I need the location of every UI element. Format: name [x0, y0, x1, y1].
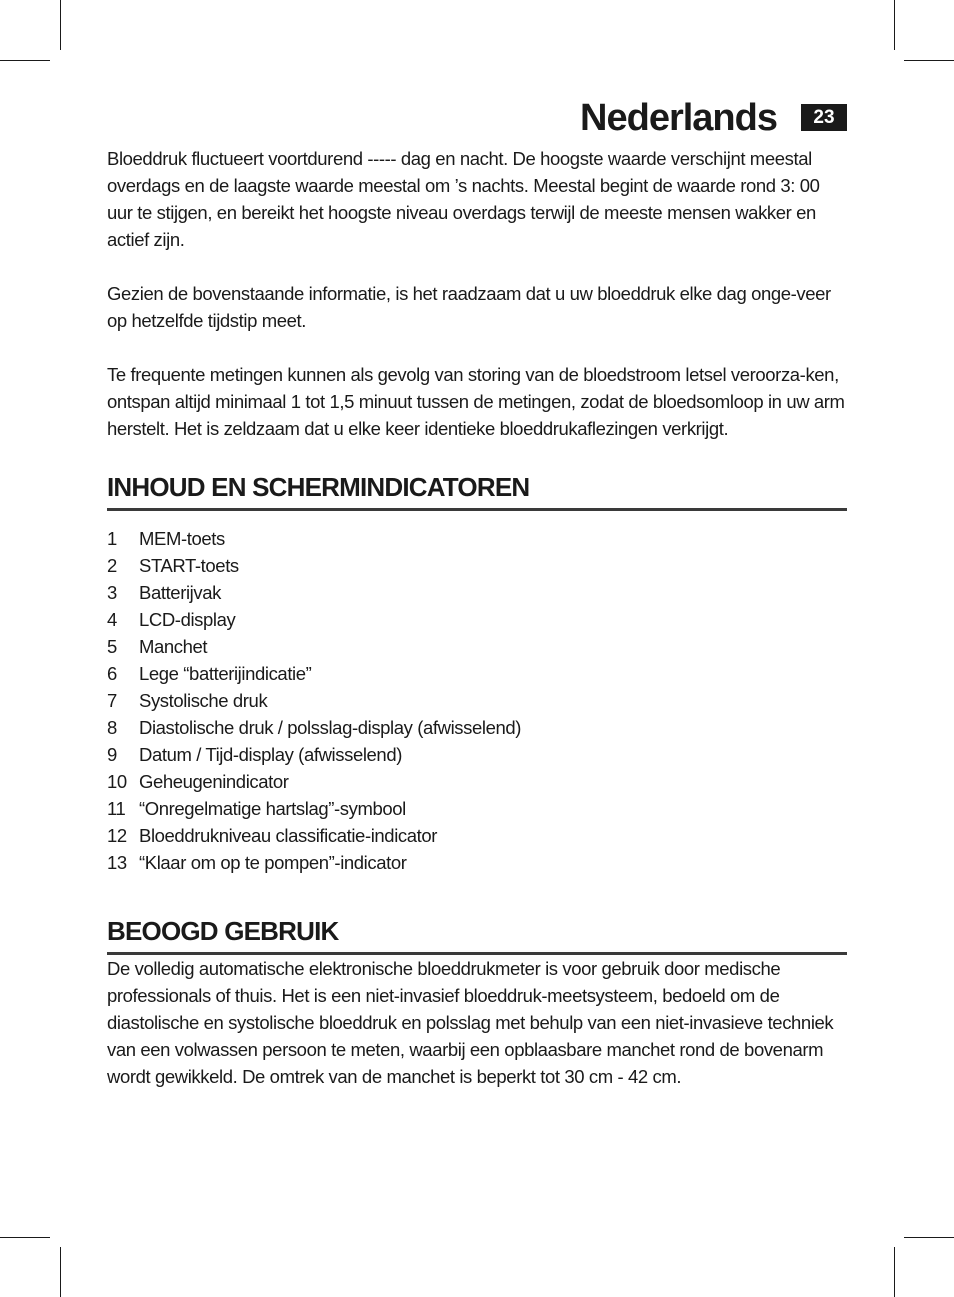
page-content: [107, 145, 847, 1090]
list-item-label: “Onregelmatige hartslag”-symbool: [139, 798, 406, 819]
list-item-label: MEM-toets: [139, 528, 225, 549]
list-item-number: 6: [107, 663, 117, 684]
list-item-number: 3: [107, 582, 117, 603]
list-item: [107, 741, 847, 768]
list-item-number: 8: [107, 717, 117, 738]
section-heading-contents: INHOUD EN SCHERMINDICATOREN: [107, 470, 847, 511]
list-item-label: Systolische druk: [139, 690, 268, 711]
list-item-number: 13: [107, 852, 127, 873]
crop-mark-top-right-vertical: [894, 0, 895, 50]
intro-paragraph-1: Bloeddruk fluctueert voortdurend ----- dag en nacht. De hoogste waarde verschijnt meestal overdags en de laagste waarde meestal om ’s nachts. Meestal begint de waarde rond 3: 00 uur te stijgen, en bereikt het hoogste niveau overdags terwijl de meeste mensen wakker en actief zijn.: [107, 148, 820, 250]
crop-mark-bottom-left-horizontal: [0, 1237, 50, 1238]
list-item-number: 7: [107, 690, 117, 711]
language-title: Nederlands: [580, 97, 777, 139]
list-item: [107, 579, 847, 606]
crop-mark-top-left-vertical: [60, 0, 61, 50]
list-item: [107, 768, 847, 795]
list-item: [107, 660, 847, 687]
list-item: [107, 606, 847, 633]
list-item-number: 4: [107, 609, 117, 630]
list-item-label: Manchet: [139, 636, 208, 657]
intended-use-paragraph: De volledig automatische elektronische bloeddrukmeter is voor gebruik door medische professionals of thuis. Het is een niet-invasief bloeddruk-meetsysteem, bedoeld om de diastolische en systolische bloeddruk en polsslag met behulp van een niet-invasieve techniek van een volwassen persoon te meten, waarbij een opblaasbare manchet rond de bovenarm wordt gewikkeld. De omtrek van de manchet is beperkt tot 30 cm - 42 cm.: [107, 958, 834, 1087]
list-item-number: 2: [107, 555, 117, 576]
list-item: [107, 552, 847, 579]
list-item-number: 11: [107, 798, 126, 819]
list-item-number: 10: [107, 771, 127, 792]
crop-mark-bottom-left-vertical: [60, 1247, 61, 1297]
list-item: [107, 633, 847, 660]
list-item-number: 9: [107, 744, 117, 765]
intro-paragraph-3: Te frequente metingen kunnen als gevolg van storing van de bloedstroom letsel veroorza-ken, ontspan altijd minimaal 1 tot 1,5 minuut tussen de metingen, zodat de bloedsomloop in uw arm herstelt. Het is zeldzaam dat u elke keer identieke bloeddrukaflezingen verkrijgt.: [107, 364, 845, 439]
list-item-number: 12: [107, 825, 127, 846]
list-item-label: Datum / Tijd-display (afwisselend): [139, 744, 402, 765]
section-heading-intended-use: BEOOGD GEBRUIK: [107, 914, 847, 955]
crop-mark-bottom-right-horizontal: [904, 1237, 954, 1238]
list-item-label: Geheugenindicator: [139, 771, 289, 792]
page-header: [107, 96, 847, 140]
list-item-number: 5: [107, 636, 117, 657]
crop-mark-top-left-horizontal: [0, 60, 50, 61]
list-item: [107, 849, 847, 876]
list-item-number: 1: [107, 528, 117, 549]
list-item-label: “Klaar om op te pompen”-indicator: [139, 852, 407, 873]
list-item-label: Diastolische druk / polsslag-display (afwisselend): [139, 717, 522, 738]
list-item: [107, 525, 847, 552]
list-item: [107, 795, 847, 822]
list-item-label: Lege “batterijindicatie”: [139, 663, 312, 684]
page-number-badge: 23: [801, 104, 847, 131]
crop-mark-bottom-right-vertical: [894, 1247, 895, 1297]
component-list: [107, 525, 847, 876]
list-item-label: Batterijvak: [139, 582, 221, 603]
list-item: [107, 822, 847, 849]
list-item-label: Bloeddrukniveau classificatie-indicator: [139, 825, 438, 846]
list-item: [107, 714, 847, 741]
intro-paragraph-2: Gezien de bovenstaande informatie, is het raadzaam dat u uw bloeddruk elke dag onge-veer op hetzelfde tijdstip meet.: [107, 283, 831, 331]
crop-mark-top-right-horizontal: [904, 60, 954, 61]
list-item-label: START-toets: [139, 555, 239, 576]
list-item: [107, 687, 847, 714]
list-item-label: LCD-display: [139, 609, 236, 630]
